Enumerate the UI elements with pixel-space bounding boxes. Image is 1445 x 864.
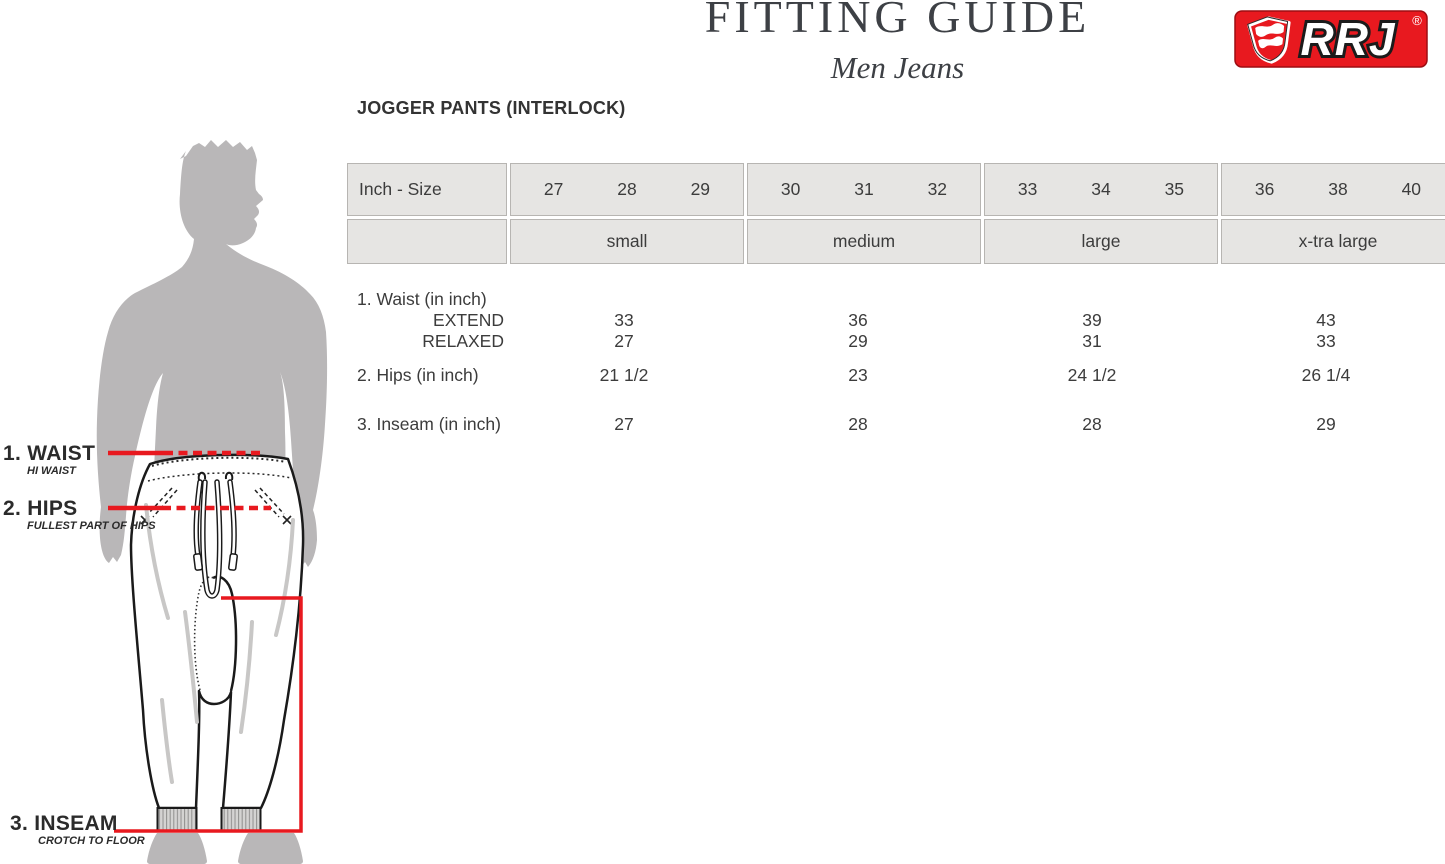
- table-empty-cell: [347, 219, 507, 264]
- annotation-waist: 1. WAIST HI WAIST: [3, 442, 96, 477]
- page-subtitle: Men Jeans: [830, 50, 965, 85]
- size-group-large-sizes: 33 34 35: [984, 163, 1218, 216]
- left-foot: [147, 833, 207, 864]
- size-group-medium-sizes: 30 31 32: [747, 163, 981, 216]
- size-group-medium-label: medium: [747, 219, 981, 264]
- registered-mark: ®: [1412, 13, 1422, 28]
- product-title: JOGGER PANTS (INTERLOCK): [357, 98, 626, 118]
- annotation-hips: 2. HIPS FULLEST PART OF HIPS: [3, 497, 156, 532]
- table-row-waist: 1. Waist (in inch): [357, 289, 487, 309]
- table-row-waist-relaxed: RELAXED 27 29 31 33: [422, 331, 1336, 351]
- size-group-small-sizes: 27 28 29: [510, 163, 744, 216]
- table-row-inseam: 3. Inseam (in inch) 27 28 28 29: [357, 414, 1336, 434]
- ankle-cuffs: [158, 808, 261, 831]
- annotation-inseam: 3. INSEAM CROTCH TO FLOOR: [10, 812, 145, 847]
- table-row-hips: 2. Hips (in inch) 21 1/2 23 24 1/2 26 1/4: [357, 365, 1351, 385]
- brand-logo: [1234, 10, 1428, 68]
- size-group-xtra-large-sizes: 36 38 40: [1221, 163, 1445, 216]
- table-row-waist-extend: EXTEND 33 36 39 43: [433, 310, 1336, 330]
- size-group-small-label: small: [510, 219, 744, 264]
- table-corner-label: Inch - Size: [347, 163, 507, 216]
- size-table-header: [347, 163, 1443, 264]
- size-group-large-label: large: [984, 219, 1218, 264]
- brand-wordmark: RRJ: [1300, 13, 1396, 65]
- size-group-xtra-large-label: x-tra large: [1221, 219, 1445, 264]
- page-title: FITTING GUIDE: [704, 0, 1091, 42]
- right-foot: [238, 833, 303, 864]
